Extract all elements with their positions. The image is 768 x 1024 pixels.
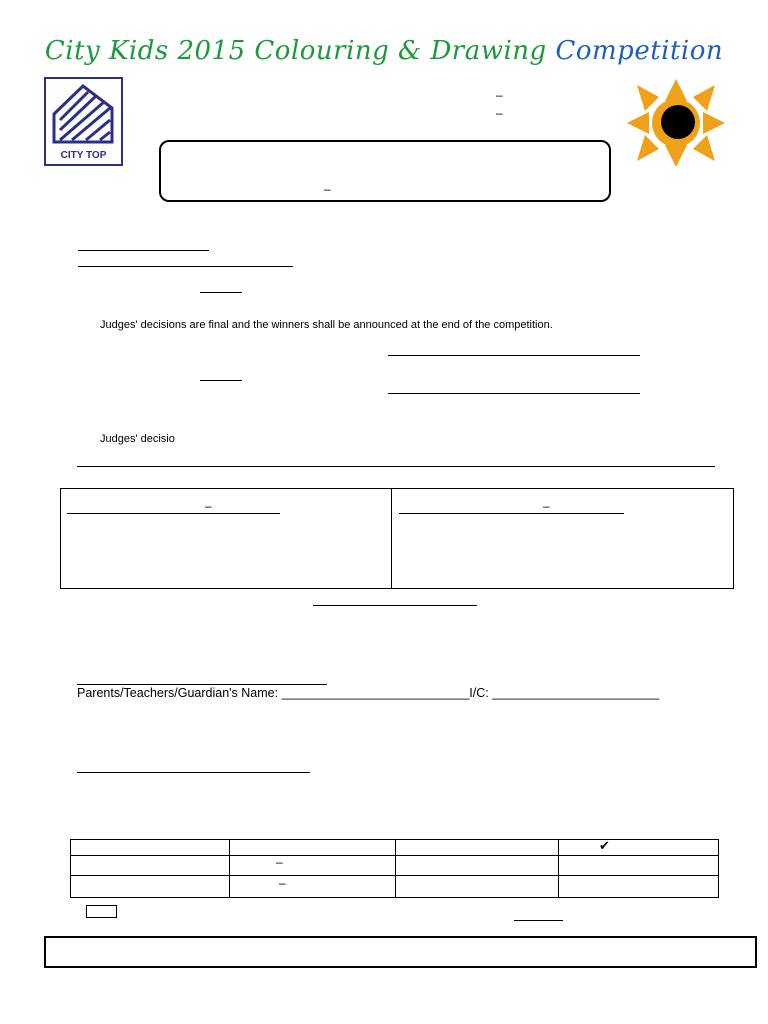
signature-line	[388, 393, 640, 394]
underline	[78, 266, 293, 267]
info-box	[159, 140, 611, 202]
judges-note: Judges' decisions are final and the winners shall be announced at the end of the competition.	[100, 319, 553, 331]
column-divider	[391, 489, 392, 588]
sun-logo-icon	[625, 79, 727, 167]
table-dash-2: –	[279, 876, 286, 890]
underline	[200, 380, 242, 381]
building-roof-icon	[52, 84, 115, 144]
underline	[78, 250, 209, 251]
table-col-divider	[558, 840, 559, 897]
table-dash-1: –	[276, 855, 283, 869]
left-dash: –	[205, 499, 212, 513]
divider-line	[77, 466, 715, 467]
signature-line	[77, 684, 327, 685]
header-dash-2: –	[496, 106, 503, 120]
underline	[67, 513, 280, 514]
underline	[399, 513, 624, 514]
check-mark-icon: ✔	[599, 838, 610, 853]
underline	[313, 605, 477, 606]
underline	[514, 920, 563, 921]
city-top-logo	[44, 77, 123, 166]
table-col-divider	[395, 840, 396, 897]
table-col-divider	[229, 840, 230, 897]
title-part-2: Competition	[555, 36, 724, 66]
judges-note-partial: Judges' decisio	[100, 433, 175, 445]
bottom-box	[44, 936, 757, 968]
underline	[200, 292, 242, 293]
info-box-dash: –	[324, 182, 331, 196]
title-part-1: City Kids 2015 Colouring & Drawing	[44, 36, 556, 66]
signature-line	[388, 355, 640, 356]
two-column-box	[60, 488, 734, 589]
logo-text: CITY TOP	[60, 150, 107, 161]
parent-name-field: Parents/Teachers/Guardian's Name: ___________________________I/C: ________________________	[77, 686, 660, 700]
header-dash-1: –	[496, 88, 503, 102]
right-dash: –	[543, 499, 550, 513]
small-checkbox[interactable]	[86, 905, 117, 918]
page-title	[0, 36, 768, 66]
signature-line	[77, 772, 310, 773]
entry-table	[70, 839, 719, 898]
